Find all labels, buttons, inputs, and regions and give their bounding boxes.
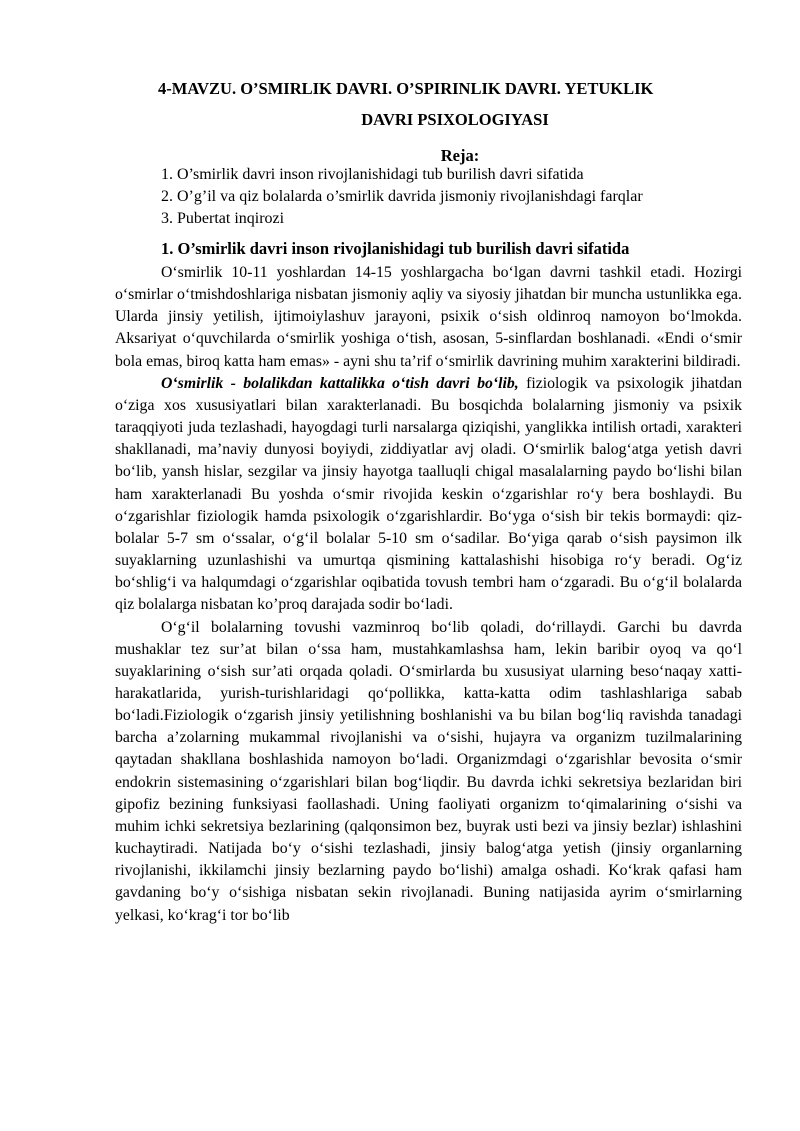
- page-title-line2: DAVRI PSIXOLOGIYASI: [361, 110, 549, 129]
- section-heading: 1. O’smirlik davri inson rivojlanishidagi tub burilish davri sifatida: [161, 239, 630, 258]
- page-title-line1: 4-MAVZU. O’SMIRLIK DAVRI. O’SPIRINLIK DAVRI. YETUKLIK: [158, 79, 654, 98]
- paragraph: [115, 373, 742, 617]
- paragraph-text: fiziologik va psixologik jihatdan o‘ziga xos xususiyatlari bilan xarakterlanadi. Bu bosqichda bolalarning jismoniy va psixik taraqqiyoti juda tezlashadi, hayogdagi turli narsalarga qiziqishi, yanglikka intilish ortadi, xarakteri shakllanadi, ma’naviy dunyosi boyiydi, ziddiyatlar avj oladi. O‘smirlik balog‘atga yetish davri bo‘lib, yansh hislar, sezgilar va jinsiy hayotga taalluqli chigal masalalarning paydo bo‘lishi bilan ham xarakterlanadi Bu yoshda o‘smir rivojida keskin o‘zgarishlar ro‘y bera boshlaydi. Bu o‘zgarishlar fiziologik hamda psixologik o‘zgarishlardir. Bo‘yga o‘sish bir tekis bormaydi: qiz-bolalar 5-7 sm o‘ssalar, o‘g‘il bolalar 5-10 sm o‘sadilar. Bo‘yiga qarab o‘sish paysimon ilk suyaklarning uzunlashishi va umurtqa qismining kattalashishi hisobiga ro‘y beradi. Og‘iz bo‘shlig‘i va halqumdagi o‘zgarishlar oqibatida tovush tembri ham o‘zgaradi. Bu o‘g‘il bolalarda qiz bolalarga nisbatan ko’proq darajada sodir bo‘ladi.: [115, 374, 742, 614]
- plan-item: 3. Pubertat inqirozi: [161, 210, 285, 227]
- plan-item: 1. O’smirlik davri inson rivojlanishidagi tub burilish davri sifatida: [161, 166, 584, 183]
- plan-heading: Reja:: [440, 146, 480, 165]
- paragraph: O‘smirlik 10-11 yoshlardan 14-15 yoshlargacha bo‘lgan davrni tashkil etadi. Hozirgi o‘smirlar o‘tmishdoshlariga nisbatan jismoniy aqliy va siyosiy jihatdan bir muncha ustunlikka ega. Ularda jinsiy yetilish, ijtimoiylashuv jarayoni, psixik o‘sish oldinroq namoyon bo‘lmokda. Aksariyat o‘quvchilarda o‘smirlik yoshiga o‘tish, asosan, 5-sinflardan boshlanadi. «Endi o‘smir bola emas, biroq katta ham emas» - ayni shu ta’rif o‘smirlik davrining muhim xarakterini bildiradi.: [115, 264, 742, 370]
- document-body: [115, 262, 742, 927]
- paragraph: O‘g‘il bolalarning tovushi vazminroq bo‘lib qoladi, do‘rillaydi. Garchi bu davrda mushaklar tez sur’at bilan o‘ssa ham, mustahkamlashsa ham, lekin baribir oyoq va qo‘l suyaklarining o‘sish sur’ati orqada qoladi. O‘smirlarda bu xususiyat ularning beso‘naqay xatti-harakatlarida, yurish-turishlaridagi qo‘pollikka, katta-katta odim tashlashlariga sabab bo‘ladi.Fiziologik o‘zgarish jinsiy yetilishning boshlanishi va bu bilan bog‘liq ravishda tanadagi barcha a’zolarning mukammal rivojlanishi va o‘sishi, hujayra va organizm tuzilmalarining qaytadan shakllana boshlashida namoyon bo‘ladi. Organizmdagi o‘zgarishlar bevosita o‘smir endokrin sistemasining o‘zgarishlari bilan bog‘liqdir. Bu davrda ichki sekretsiya bezlaridan biri gipofiz bezining funksiyasi faollashadi. Uning faoliyati organizm to‘qimalarining o‘sishi va muhim ichki sekretsiya bezlarining (qalqonsimon bez, buyrak usti bezi va jinsiy bezlar) ishlashini kuchaytiradi. Natijada bo‘y o‘sishi tezlashadi, jinsiy balog‘atga yetish (jinsiy organlarning rivojlanishi, ikkilamchi jinsiy bezlarning paydo bo‘lishi) amalga oshadi. Ko‘krak qafasi ham gavdaning bo‘y o‘sishiga nisbatan sekin rivojlanadi. Buning natijasida ayrim o‘smirlarning yelkasi, ko‘krag‘i tor bo‘lib: [115, 618, 742, 924]
- plan-list: [161, 164, 643, 230]
- plan-item: 2. O’g’il va qiz bolalarda o’smirlik davrida jismoniy rivojlanishdagi farqlar: [161, 188, 643, 205]
- defined-term: O‘smirlik - bolalikdan kattalikka o‘tish davri bo‘lib,: [161, 374, 519, 392]
